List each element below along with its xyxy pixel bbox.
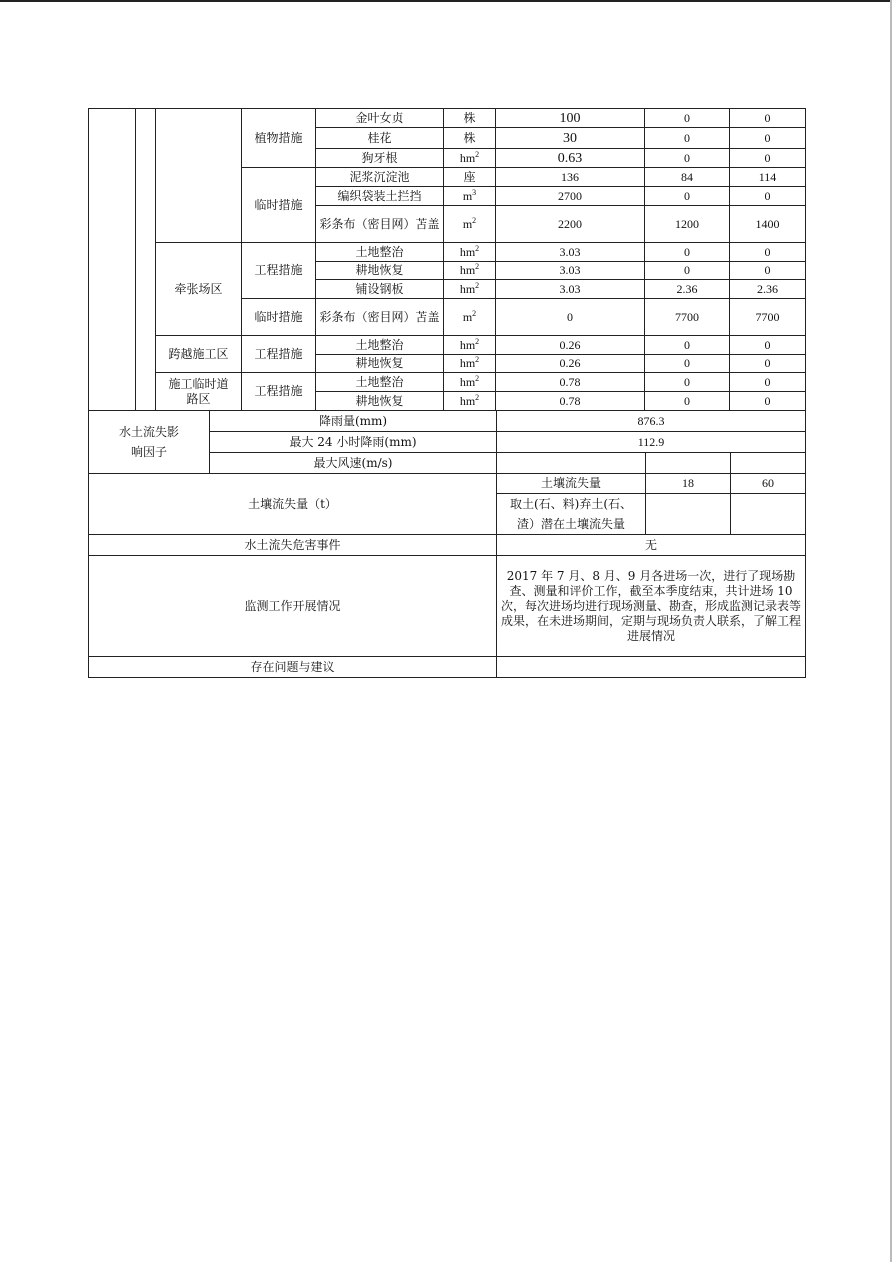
table-row — [89, 657, 806, 678]
item-cell: 桂花 — [316, 128, 444, 149]
unit-cell: 株 — [444, 109, 496, 128]
unit-base: hm — [459, 374, 476, 389]
soil-loss-value: 18 — [646, 474, 731, 494]
table-row — [89, 411, 806, 432]
unit-base: hm — [459, 244, 476, 259]
item-cell: 土地整治 — [316, 373, 444, 392]
area-cell: 牵张场区 — [156, 243, 242, 336]
design-value-cell: 2200 — [496, 206, 645, 243]
value-cell: 0 — [645, 355, 730, 373]
value-cell: 84 — [645, 168, 730, 187]
value-cell: 0 — [645, 336, 730, 355]
unit-exponent: 3 — [472, 187, 477, 197]
work-description: 2017 年 7 月、8 月、9 月各进场一次，进行了现场勘查、测量和评价工作，截至本季度结束，共计进场 10 次，每次进场均进行现场测量、勘查，形成监测记录表等成果，在未进场期间，定期与现场负责人联系，了解工程进展情况 — [497, 556, 806, 657]
value-cell — [731, 453, 806, 474]
table-row — [89, 474, 806, 494]
unit-exponent: 2 — [475, 149, 480, 159]
outer-blank-cell — [89, 109, 136, 411]
rainfall-value: 876.3 — [497, 411, 806, 432]
value-cell: 7700 — [730, 299, 806, 336]
outer-blank-cell — [136, 109, 156, 411]
work-label: 监测工作开展情况 — [89, 556, 497, 657]
item-cell: 耕地恢复 — [316, 262, 444, 280]
unit-base: hm — [459, 263, 476, 277]
unit-base: hm — [459, 393, 476, 408]
hazard-value: 无 — [497, 535, 806, 556]
value-cell: 0 — [645, 149, 730, 168]
unit-cell — [444, 187, 496, 206]
unit-cell — [444, 206, 496, 243]
monitoring-table — [88, 108, 806, 411]
value-cell: 1200 — [645, 206, 730, 243]
item-cell: 泥浆沉淀池 — [316, 168, 444, 187]
value-cell: 1400 — [730, 206, 806, 243]
unit-exponent: 2 — [475, 262, 480, 271]
unit-exponent: 2 — [475, 280, 480, 290]
unit-cell — [444, 355, 496, 373]
unit-base: m — [462, 216, 473, 231]
value-cell — [731, 494, 806, 535]
unit-cell — [444, 149, 496, 168]
design-value-cell: 0.78 — [496, 392, 645, 411]
item-cell: 彩条布（密目网）苫盖 — [316, 206, 444, 243]
design-value-cell: 136 — [496, 168, 645, 187]
value-cell: 0 — [645, 262, 730, 280]
value-cell: 0 — [645, 187, 730, 206]
factor-label-cell: 水土流失影响因子 — [89, 411, 210, 474]
design-value-cell: 0.26 — [496, 355, 645, 373]
item-cell: 狗牙根 — [316, 149, 444, 168]
design-value-cell: 100 — [496, 109, 645, 128]
measure-cell: 工程措施 — [242, 373, 316, 411]
unit-base: hm — [459, 337, 476, 352]
unit-base: m — [462, 188, 473, 203]
value-cell: 0 — [645, 392, 730, 411]
measure-cell: 临时措施 — [242, 168, 316, 243]
unit-exponent: 2 — [475, 373, 480, 383]
unit-cell — [444, 262, 496, 280]
unit-cell — [444, 280, 496, 299]
item-cell: 耕地恢复 — [316, 355, 444, 373]
design-value-cell: 0.26 — [496, 336, 645, 355]
issues-value — [497, 657, 806, 678]
unit-cell — [444, 392, 496, 411]
item-cell: 彩条布（密目网）苫盖 — [316, 299, 444, 336]
area-cell: 跨越施工区 — [156, 336, 242, 373]
unit-cell: 株 — [444, 128, 496, 149]
max-wind-label: 最大风速(m/s) — [210, 453, 497, 474]
soil-loss-table — [88, 473, 806, 678]
unit-exponent: 2 — [475, 355, 480, 364]
value-cell: 0 — [730, 243, 806, 262]
soil-loss-row-label: 土壤流失量 — [497, 474, 646, 494]
unit-cell — [444, 336, 496, 355]
value-cell: 0 — [730, 336, 806, 355]
measure-cell: 植物措施 — [242, 109, 316, 168]
table-row — [89, 556, 806, 657]
value-cell: 2.36 — [645, 280, 730, 299]
value-cell: 0 — [730, 262, 806, 280]
measure-cell: 工程措施 — [242, 243, 316, 299]
max24-rain-label: 最大 24 小时降雨(mm) — [210, 432, 497, 453]
design-value-cell: 30 — [496, 128, 645, 149]
unit-base: hm — [459, 281, 476, 296]
page-top-border — [0, 0, 892, 2]
table-row — [89, 109, 806, 128]
item-cell: 铺设钢板 — [316, 280, 444, 299]
value-cell: 114 — [730, 168, 806, 187]
item-cell: 编织袋装土拦挡 — [316, 187, 444, 206]
value-cell — [646, 494, 731, 535]
soil-loss-label: 土壤流失量（t） — [89, 474, 497, 535]
measure-cell: 工程措施 — [242, 336, 316, 373]
max24-rain-value: 112.9 — [497, 432, 806, 453]
value-cell: 0 — [730, 392, 806, 411]
unit-cell — [444, 299, 496, 336]
value-cell: 2.36 — [730, 280, 806, 299]
value-cell: 7700 — [645, 299, 730, 336]
factor-summary-table — [88, 410, 806, 474]
design-value-cell: 3.03 — [496, 262, 645, 280]
item-cell: 耕地恢复 — [316, 392, 444, 411]
unit-cell — [444, 373, 496, 392]
table-row — [89, 535, 806, 556]
item-cell: 土地整治 — [316, 243, 444, 262]
table-row — [89, 243, 806, 262]
value-cell: 0 — [645, 109, 730, 128]
area-cell — [156, 109, 242, 243]
design-value-cell: 0 — [496, 299, 645, 336]
unit-base: m — [462, 309, 473, 324]
design-value-cell: 0.63 — [496, 149, 645, 168]
value-cell: 0 — [645, 128, 730, 149]
soil-loss-value: 60 — [731, 474, 806, 494]
design-value-cell: 3.03 — [496, 280, 645, 299]
value-cell: 0 — [645, 373, 730, 392]
item-cell: 金叶女贞 — [316, 109, 444, 128]
rainfall-label: 降雨量(mm) — [210, 411, 497, 432]
table-row — [89, 336, 806, 355]
unit-exponent: 2 — [475, 392, 480, 402]
design-value-cell: 3.03 — [496, 243, 645, 262]
unit-cell — [444, 243, 496, 262]
unit-exponent: 2 — [475, 336, 480, 346]
value-cell: 0 — [645, 243, 730, 262]
design-value-cell: 0.78 — [496, 373, 645, 392]
potential-loss-label: 取土(石、料)弃土(石、渣）潜在土壤流失量 — [497, 494, 646, 535]
unit-base: hm — [459, 356, 476, 370]
unit-cell: 座 — [444, 168, 496, 187]
table-row — [89, 373, 806, 392]
measure-cell: 临时措施 — [242, 299, 316, 336]
value-cell — [646, 453, 731, 474]
value-cell: 0 — [730, 128, 806, 149]
unit-base: hm — [459, 150, 476, 165]
design-value-cell: 2700 — [496, 187, 645, 206]
value-cell: 0 — [730, 109, 806, 128]
unit-exponent: 2 — [472, 308, 477, 318]
hazard-label: 水土流失危害事件 — [89, 535, 497, 556]
area-cell: 施工临时道路区 — [156, 373, 242, 411]
value-cell: 0 — [730, 187, 806, 206]
value-cell: 0 — [730, 355, 806, 373]
unit-exponent: 2 — [475, 243, 480, 253]
item-cell: 土地整治 — [316, 336, 444, 355]
value-cell: 0 — [730, 149, 806, 168]
max-wind-value — [497, 453, 646, 474]
value-cell: 0 — [730, 373, 806, 392]
unit-exponent: 2 — [472, 215, 477, 225]
issues-label: 存在问题与建议 — [89, 657, 497, 678]
